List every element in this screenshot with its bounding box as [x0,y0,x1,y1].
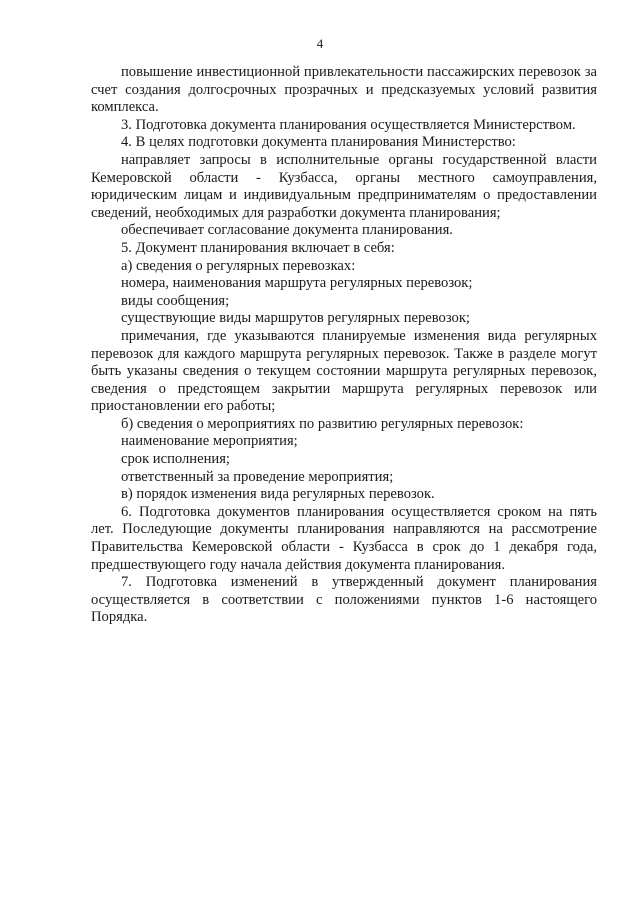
paragraph-7: 7. Подготовка изменений в утвержденный документ планирования осуществляется в соответствии с положениями пунктов 1-6 настоящего Порядка. [91,574,597,626]
paragraph-5a-item: существующие виды маршрутов регулярных перевозок; [121,310,470,327]
paragraph-4-requests: направляет запросы в исполнительные органы государственной власти Кемеровской области - Кузбасса, органы местного самоуправления, юридическим лицам и индивидуальным предпринимателям о предоставлении сведений, необходимых для разработки документа планирования; [91,151,597,221]
paragraph-5c: в) порядок изменения вида регулярных перевозок. [121,486,435,503]
paragraph-continuation: повышение инвестиционной привлекательности пассажирских перевозок за счет создания долгосрочных прозрачных и предсказуемых условий развития комплекса. [91,64,597,116]
paragraph-3: 3. Подготовка документа планирования осуществляется Министерством. [121,116,576,133]
paragraph-5a-notes: примечания, где указываются планируемые изменения вида регулярных перевозок для каждого маршрута регулярных перевозок. Также в разделе могут быть указаны сведения о текущем состоянии маршрута регулярных перевозок, сведения о предстоящем закрытии маршрута регулярных перевозок или приостановлении его работы; [91,327,597,415]
paragraph-5: 5. Документ планирования включает в себя: [121,239,395,256]
paragraph-6: 6. Подготовка документов планирования осуществляется сроком на пять лет. Последующие документы планирования направляются на рассмотрение Правительства Кемеровской области - Кузбасса в срок до 1 декабря года, предшествующего году начала действия документа планирования. [91,503,597,573]
paragraph-4-approval: обеспечивает согласование документа планирования. [121,222,453,239]
paragraph-4: 4. В целях подготовки документа планирования Министерство: [121,134,516,151]
paragraph-5b-item: ответственный за проведение мероприятия; [121,468,394,485]
document-body [91,64,597,627]
paragraph-5b: б) сведения о мероприятиях по развитию регулярных перевозок: [121,415,524,432]
paragraph-5a: а) сведения о регулярных перевозках: [121,257,356,274]
page-number: 4 [316,36,324,51]
paragraph-5a-item: номера, наименования маршрута регулярных перевозок; [121,275,473,292]
paragraph-5a-item: виды сообщения; [121,292,230,309]
paragraph-5b-item: наименование мероприятия; [121,433,298,450]
paragraph-5b-item: срок исполнения; [121,451,230,468]
